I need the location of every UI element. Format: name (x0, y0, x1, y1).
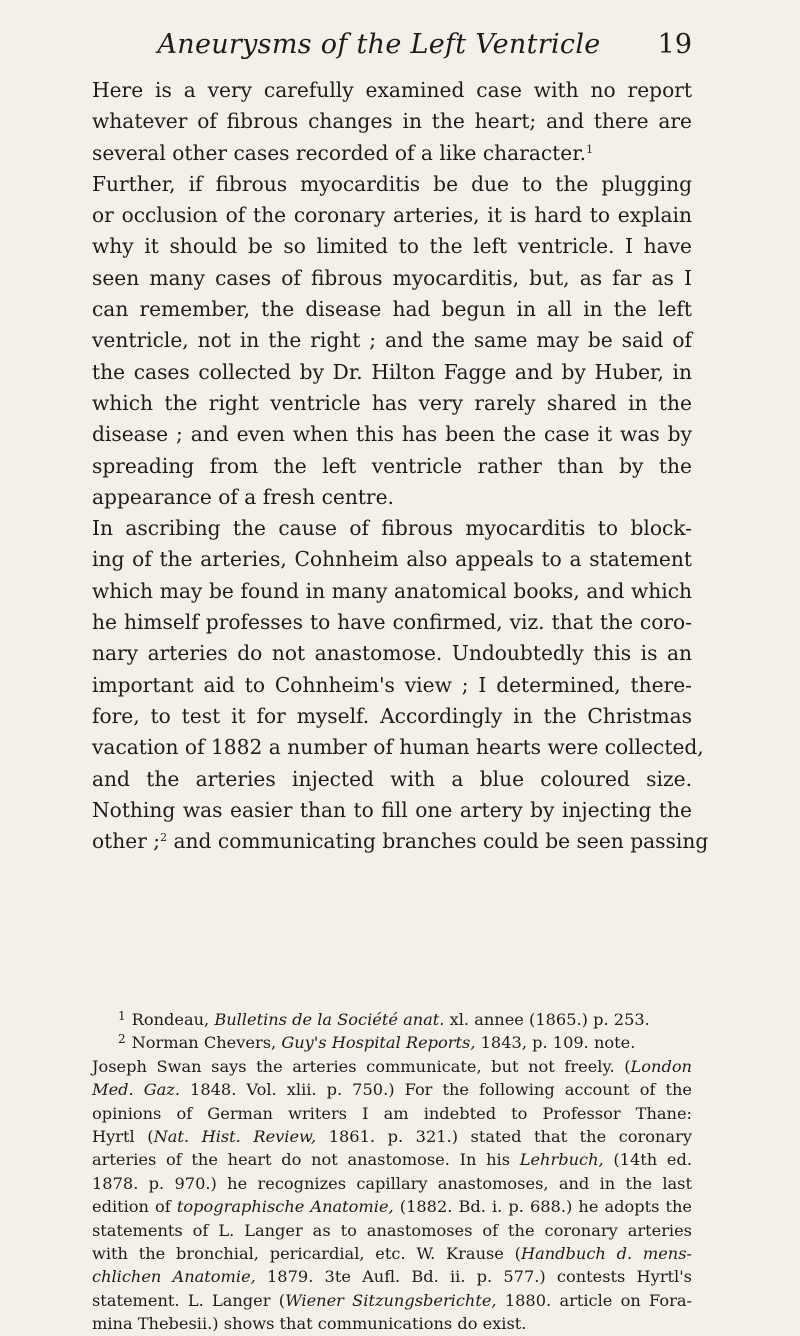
footnote-2: $^2$ Norman Chevers, Guy's Hospital Reports, 1843, p. 109. note. (118, 1032, 636, 1053)
footnote-line: Joseph Swan says the arteries communicate, but not freely. (London (92, 1056, 692, 1076)
text-line: other ;$^2$ and communicating branches could be seen passing (92, 829, 709, 854)
footnote-1: $^1$ Rondeau, Bulletins de la Société anat. xl. annee (1865.) p. 253. (118, 1009, 650, 1029)
text-line: nary arteries do not anastomose. Undoubtedly this is an (92, 641, 692, 666)
footnote-line: opinions of German writers I am indebted to Professor Thane: (92, 1103, 692, 1123)
footnotes (92, 1008, 692, 1336)
text-line: or occlusion of the coronary arteries, it is hard to explain (92, 203, 692, 228)
footnote-line: edition of topographische Anatomie, (1882. Bd. i. p. 688.) he adopts the (92, 1197, 692, 1217)
page-number: 19 (657, 29, 692, 60)
footnote-ref: 1 (586, 142, 594, 156)
text-line: fore, to test it for myself. Accordingly in the Christmas (92, 703, 692, 728)
footnote-line: Hyrtl (Nat. Hist. Review, 1861. p. 321.) stated that the coronary (92, 1127, 692, 1147)
footnote-line: with the bronchial, pericardial, etc. W. Krause (Handbuch d. mens- (92, 1244, 693, 1264)
text-line: why it should be so limited to the left ventricle. I have (92, 234, 692, 259)
text-line: Nothing was easier than to fill one artery by injecting the (92, 797, 692, 822)
text-line: vacation of 1882 a number of human hearts were collected, (92, 735, 704, 760)
text-line: whatever of fibrous changes in the heart; and there are (92, 109, 692, 134)
footnote-ref: 2 (160, 831, 168, 845)
text-line: several other cases recorded of a like character.$^1$ (92, 140, 594, 165)
text-line: appearance of a fresh centre. (92, 484, 394, 509)
footnote-line: statement. L. Langer (Wiener Sitzungsberichte, 1880. article on Fora- (92, 1290, 692, 1310)
text-line: the cases collected by Dr. Hilton Fagge and by Huber, in (92, 359, 692, 384)
text-line: can remember, the disease had begun in all in the left (92, 297, 692, 322)
running-title: Aneurysms of the Left Ventricle (157, 29, 601, 60)
footnote-line: statements of L. Langer as to anastomoses of the coronary arteries (92, 1220, 692, 1240)
text-line: seen many cases of fibrous myocarditis, but, as far as I (92, 265, 692, 290)
footnote-line: chlichen Anatomie, 1879. 3te Aufl. Bd. ii. p. 577.) contests Hyrtl's (92, 1267, 692, 1287)
footnote-line: 1878. p. 970.) he recognizes capillary anastomoses, and in the last (92, 1173, 692, 1193)
footnote-mark: 1 (118, 1009, 126, 1023)
text-line: and the arteries injected with a blue coloured size. (92, 766, 692, 791)
footnote-line: mina Thebesii.) shows that communications do exist. (92, 1314, 527, 1334)
text-line: important aid to Cohnheim's view ; I determined, there- (92, 672, 692, 697)
footnote-mark: 2 (118, 1032, 126, 1047)
text-line: ventricle, not in the right ; and the same may be said of (92, 328, 692, 353)
footnote-line: Med. Gaz. 1848. Vol. xlii. p. 750.) For the following account of the (92, 1080, 692, 1100)
page-header (66, 28, 692, 62)
text-line: he himself professes to have confirmed, viz. that the coro- (92, 610, 692, 635)
text-line: Further, if fibrous myocarditis be due to the plugging (92, 171, 692, 196)
footnote-line: arteries of the heart do not anastomose. In his Lehrbuch, (14th ed. (92, 1150, 692, 1170)
text-line: disease ; and even when this has been the case it was by (92, 422, 692, 447)
text-line: Here is a very carefully examined case with no report (92, 78, 692, 102)
main-text (92, 75, 709, 857)
text-line: ing of the arteries, Cohnheim also appeals to a statement (92, 547, 692, 572)
text-line: which may be found in many anatomical books, and which (92, 578, 692, 603)
text-line: spreading from the left ventricle rather than by the (92, 453, 692, 478)
text-line: which the right ventricle has very rarely shared in the (92, 390, 692, 415)
text-line: In ascribing the cause of fibrous myocarditis to block- (92, 516, 692, 541)
